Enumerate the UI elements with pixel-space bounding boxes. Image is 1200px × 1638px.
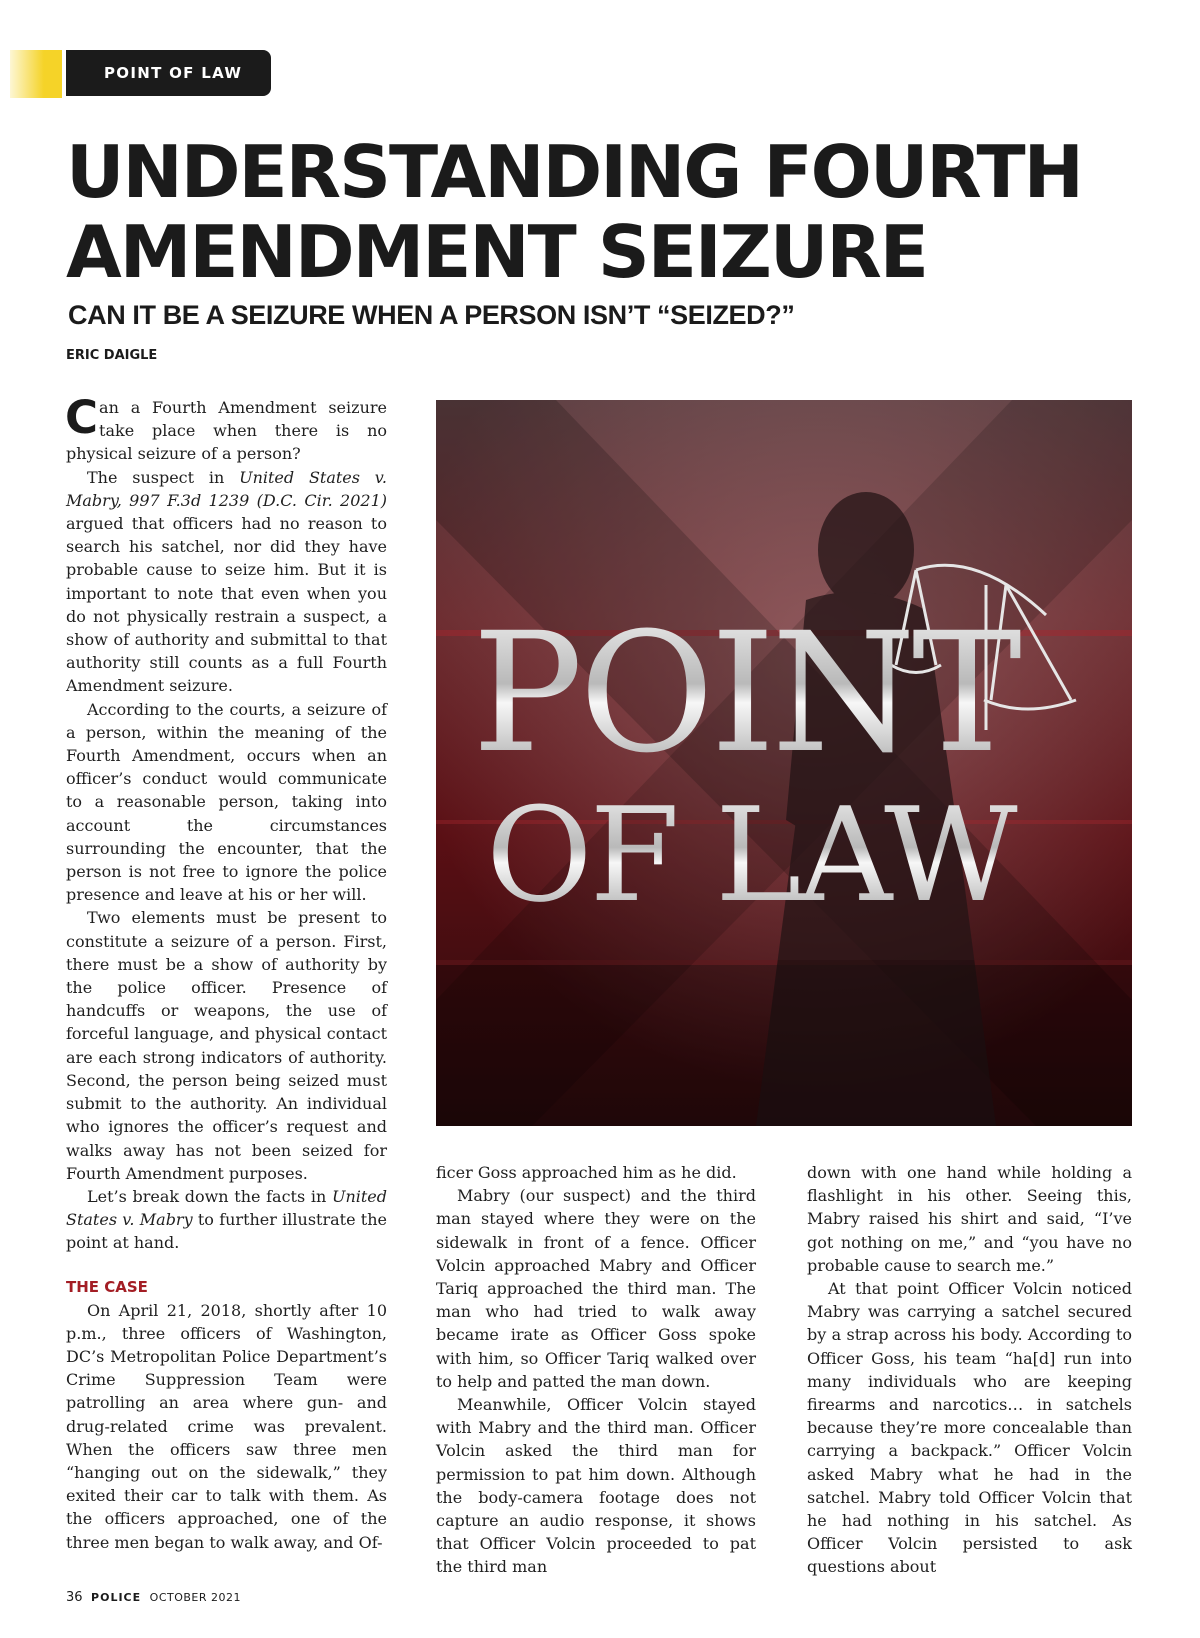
paragraph-breakdown: Let’s break down the facts in United States v. Mabry to further illustrate the point at hand. [66, 1186, 387, 1253]
article-column-1 [65, 391, 388, 1554]
paragraph-satchel: At that point Officer Volcin noticed Mabry was carrying a satchel secured by a strap across his body. According to Officer Goss, his team “ha[d] run into many individuals who are keeping firearms and narcotics… in satchels because they’re more concealable than carrying a backpack.” Officer Volcin asked Mabry what he had in the satchel. Mabry told Officer Volcin that he had nothing in his satchel. As Officer Volcin persisted to ask questions about [807, 1279, 1132, 1577]
paragraph-courts: According to the courts, a seizure of a person, within the meaning of the Fourth Amendment, occurs when an officer’s conduct would communicate to a reasonable person, taking into account the circumstances surrounding the encounter, that the person is not free to ignore the police presence and leave at his or her will. [66, 699, 387, 905]
headline [66, 132, 1082, 292]
article-column-3 [807, 1161, 1132, 1579]
paragraph-case-facts-cont: ficer Goss approached him as he did. [436, 1163, 737, 1182]
paragraph-mabry-stayed: Mabry (our suspect) and the third man stayed where they were on the sidewalk in front of a fence. Officer Volcin approached Mabry and Officer Tariq approached the third man. The man who had tried to walk away became irate as Officer Goss spoke with him, so Officer Tariq walked over to help and patted the man down. [436, 1186, 756, 1391]
headline-line-1: UNDERSTANDING FOURTH [66, 130, 1082, 214]
paragraph-intro: Can a Fourth Amendment seizure take place when there is no physical seizure of a person? [65, 391, 387, 464]
issue-date: OCTOBER 2021 [149, 1591, 242, 1604]
yellow-tab-accent [10, 50, 62, 98]
section-heading-the-case: THE CASE [66, 1277, 148, 1296]
case-citation: United States v. Mabry, 997 F.3d 1239 (D.C. Cir. 2021) [66, 467, 388, 510]
drop-cap: C [65, 391, 99, 444]
article-column-2 [436, 1161, 756, 1579]
paragraph-case-facts: On April 21, 2018, shortly after 10 p.m., three officers of Washington, DC’s Metropolitan Police Department’s Crime Suppression Team were patrolling an area where gun- and drug-related crime was prevalent. When the officers saw three men “hanging out on the sidewalk,” they exited their car to talk with them. As the officers approached, one of the three men began to walk away, and Of- [66, 1300, 387, 1552]
magazine-name: POLICE [91, 1591, 142, 1604]
subhead: CAN IT BE A SEIZURE WHEN A PERSON ISN’T “SEIZED?” [68, 300, 795, 330]
byline: ERIC DAIGLE [66, 348, 158, 363]
headline-line-2: AMENDMENT SEIZURE [66, 210, 927, 294]
paragraph-meanwhile: Meanwhile, Officer Volcin stayed with Mabry and the third man. Officer Volcin asked the third man for permission to pat him down. Although the body-camera footage does not capture an audio response, it shows that Officer Volcin proceeded to pat the third man [436, 1395, 756, 1577]
point-of-law-hero-image [436, 400, 1132, 1126]
hero-word-of-law: OF LAW [486, 779, 1015, 931]
case-name: United States v. Mabry [66, 1186, 387, 1230]
paragraph-elements: Two elements must be present to constitute a seizure of a person. First, there must be a show of authority by the police officer. Presence of handcuffs or weapons, the use of forceful language, and physical contact are each strong indicators of authority. Second, the person being seized must submit to the authority. An individual who ignores the officer’s request and walks away has not been seized for Fourth Amendment purposes. [66, 908, 387, 1183]
page-footer [66, 1590, 241, 1605]
page-number: 36 [66, 1590, 83, 1605]
paragraph-meanwhile-cont: down with one hand while holding a flashlight in his other. Seeing this, Mabry raised his shirt and said, “I’ve got nothing on me,” and “you have no probable cause to search me.” [807, 1163, 1132, 1275]
section-tag: POINT OF LAW [66, 50, 271, 96]
paragraph-suspect: The suspect in United States v. Mabry, 997 F.3d 1239 (D.C. Cir. 2021) argued that officers had no reason to search his satchel, nor did they have probable cause to seize him. But it is important to note that even when you do not physically restrain a suspect, a show of authority and submittal to that authority still counts as a full Fourth Amendment seizure. [66, 467, 388, 696]
hero-word-point: POINT [472, 597, 1018, 789]
